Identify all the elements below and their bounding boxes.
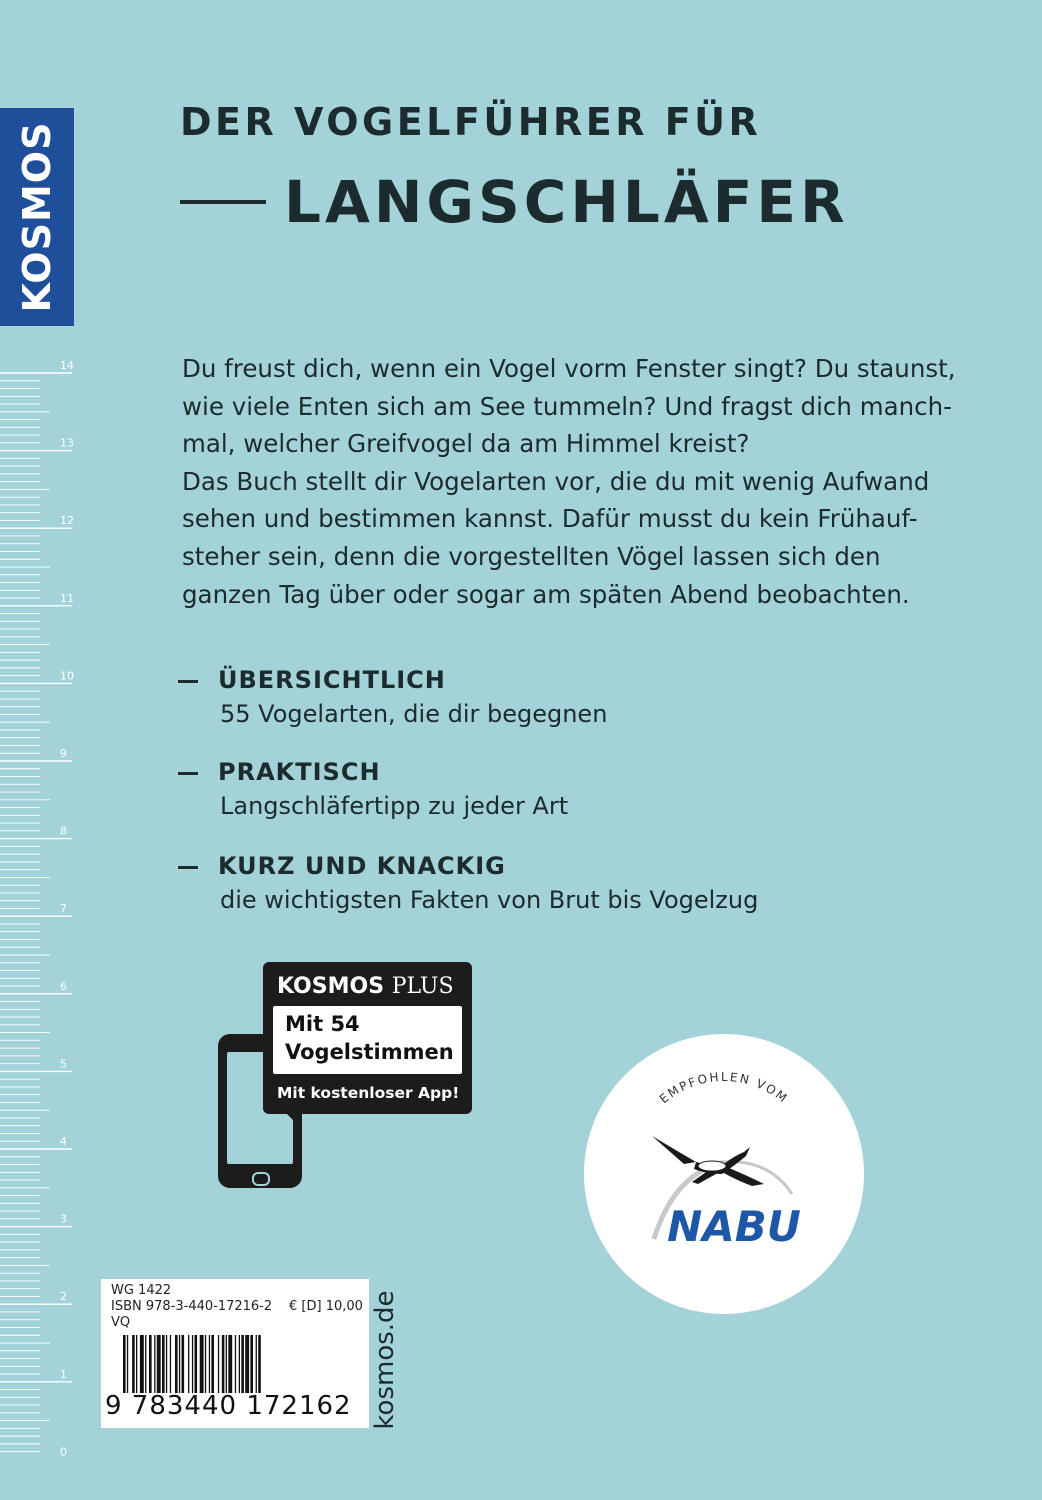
ruler-label: 6 <box>60 979 67 993</box>
dash-icon <box>178 772 198 775</box>
publisher-logo-tab <box>0 108 74 326</box>
feature-description: 55 Vogelarten, die dir begegnen <box>220 700 608 728</box>
barcode-bar <box>127 1335 128 1393</box>
nabu-arc-text: EMPFOHLEN VOM <box>656 1069 792 1107</box>
barcode-bar <box>188 1335 189 1393</box>
barcode-bar <box>123 1335 126 1393</box>
intro-line: wie viele Enten sich am See tummeln? Und fragst dich manch- <box>182 391 952 421</box>
kosmos-plus-line-1: Mit 54 <box>285 1012 360 1036</box>
dash-icon <box>178 680 198 683</box>
ruler-label: 2 <box>60 1290 67 1304</box>
kosmos-plus-app-note: Mit kostenloser App! <box>277 1084 460 1102</box>
intro-text <box>182 350 962 613</box>
barcode-bar <box>182 1335 185 1393</box>
dash-icon <box>178 866 198 869</box>
ruler-label: 3 <box>60 1212 67 1226</box>
intro-line: steher sein, denn die vorgestellten Vögel lassen sich den <box>182 541 881 571</box>
feature-description: die wichtigsten Fakten von Brut bis Vogelzug <box>220 886 759 914</box>
speech-bubble-tail <box>285 1112 299 1126</box>
feature-item <box>178 666 878 728</box>
barcode-bar <box>241 1335 244 1393</box>
barcode-bar <box>179 1335 180 1393</box>
ruler-scale <box>0 355 74 1460</box>
ruler-label: 10 <box>60 669 74 683</box>
ruler-label: 0 <box>60 1445 67 1459</box>
ruler-label: 12 <box>60 514 74 528</box>
intro-line: sehen und bestimmen kannst. Dafür musst du kein Frühauf- <box>182 504 918 534</box>
barcode-bar <box>218 1335 219 1393</box>
barcode-bar <box>145 1335 146 1393</box>
ruler-label: 9 <box>60 747 67 760</box>
barcode-bar <box>239 1335 240 1393</box>
headline-dash <box>180 200 266 204</box>
barcode-bar <box>209 1335 210 1393</box>
kosmos-plus-content-box <box>273 1006 462 1074</box>
ruler-label: 14 <box>60 359 74 372</box>
kosmos-plus-label: PLUS <box>391 974 454 999</box>
kosmos-plus-brand: KOSMOS <box>277 974 385 999</box>
barcode-bar <box>166 1335 167 1393</box>
nabu-logo: NABU <box>667 1202 801 1251</box>
ruler-label: 7 <box>60 902 67 916</box>
publisher-logo: KOSMOS <box>15 121 59 313</box>
barcode-bar <box>222 1335 225 1393</box>
headline-line-1: DER VOGELFÜHRER FÜR <box>180 100 762 144</box>
intro-line: Das Buch stellt dir Vogelarten vor, die du mit wenig Aufwand <box>182 466 930 496</box>
barcode-bar <box>250 1335 253 1393</box>
isbn: ISBN 978-3-440-17216-2 <box>111 1299 273 1314</box>
warengruppe: WG 1422 <box>111 1283 172 1298</box>
ruler-label: 4 <box>60 1135 67 1148</box>
feature-description: Langschläfertipp zu jeder Art <box>220 792 569 820</box>
intro-line: Du freust dich, wenn ein Vogel vorm Fenster singt? Du staunst, <box>182 354 956 383</box>
barcode-bar <box>136 1335 137 1393</box>
feature-item <box>178 852 878 914</box>
barcode-bar <box>205 1335 206 1393</box>
price: € [D] 10,00 <box>289 1299 363 1314</box>
barcode-bar <box>170 1335 171 1393</box>
nabu-recommendation-badge <box>584 1034 864 1314</box>
code: VQ <box>111 1315 131 1330</box>
intro-line: mal, welcher Greifvogel da am Himmel kreist? <box>182 429 750 459</box>
headline-line-2 <box>180 168 849 236</box>
feature-title: PRAKTISCH <box>218 758 381 786</box>
intro-line: ganzen Tag über oder sogar am späten Abend beobachten. <box>182 579 910 609</box>
barcode-bar <box>175 1335 178 1393</box>
kosmos-plus-badge <box>263 962 472 1114</box>
barcode-bar <box>140 1335 144 1393</box>
barcode-bar <box>211 1335 214 1393</box>
ruler-label: 1 <box>60 1367 67 1381</box>
barcode-bars <box>123 1335 359 1393</box>
headline-title: LANGSCHLÄFER <box>284 168 849 236</box>
ruler-label: 11 <box>60 591 74 605</box>
feature-title: KURZ UND KNACKIG <box>218 852 506 880</box>
ruler-label: 13 <box>60 436 74 450</box>
barcode-label <box>101 1279 369 1428</box>
barcode-bar <box>157 1335 161 1393</box>
ruler-label: 5 <box>60 1057 67 1071</box>
feature-item <box>178 758 878 820</box>
barcode-bar <box>228 1335 232 1393</box>
barcode-bar <box>258 1335 261 1393</box>
barcode-digits: 9 783440 172162 <box>105 1391 352 1421</box>
barcode-bar <box>192 1335 193 1393</box>
phone-home-button <box>252 1172 270 1186</box>
ruler-label: 8 <box>60 824 67 838</box>
kosmos-plus-line-2: Vogelstimmen <box>285 1040 454 1064</box>
barcode-bar <box>154 1335 155 1393</box>
barcode-bar <box>256 1335 257 1393</box>
barcode-bar <box>235 1335 236 1393</box>
barcode-bar <box>200 1335 204 1393</box>
feature-title: ÜBERSICHTLICH <box>218 666 446 694</box>
barcode-bar <box>149 1335 152 1393</box>
website-url: kosmos.de <box>370 1290 400 1430</box>
nabu-badge-graphic <box>584 1034 864 1314</box>
barcode-bar <box>162 1335 165 1393</box>
barcode-bar <box>132 1335 135 1393</box>
barcode-bar <box>226 1335 227 1393</box>
barcode-bar <box>245 1335 249 1393</box>
barcode-bar <box>195 1335 198 1393</box>
stork-icon <box>652 1136 764 1186</box>
